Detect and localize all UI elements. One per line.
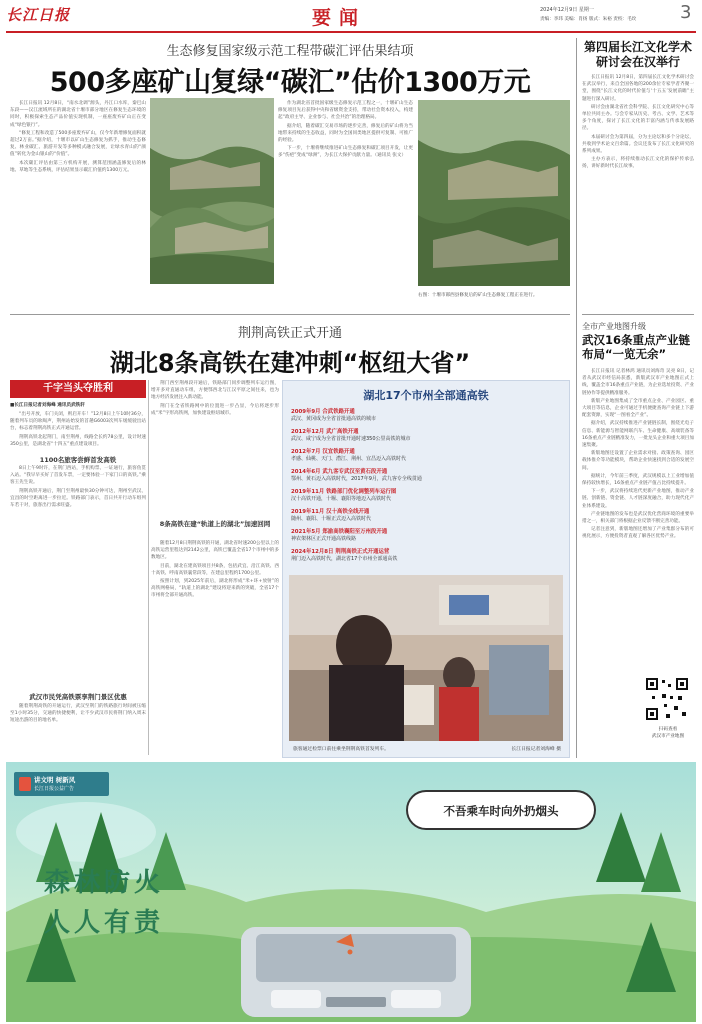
timeline-item: 2012年12月 武广高铁开通 武汉、咸宁成为全省首批开通时速350公里高铁的城市 bbox=[291, 429, 411, 442]
story2-tag-text: 千字当头夺胜利 bbox=[43, 383, 113, 394]
section-title: 要闻 bbox=[312, 7, 367, 29]
info-box-photo-credit: 长江日报记者刘海峰 摄 bbox=[511, 747, 561, 752]
qr-code-icon bbox=[644, 676, 690, 722]
mine-restoration-image bbox=[418, 100, 570, 286]
side2-kicker: 全市产业地图升级 bbox=[582, 322, 646, 331]
ad-slogan-2: 人人有责 bbox=[44, 908, 165, 938]
story1-photo-mine bbox=[418, 100, 570, 286]
info-box-photo bbox=[289, 575, 563, 741]
timeline-item: 2021年5月 郑渝高铁襄阳至万州段开通 神农架林区正式开通高铁线路 bbox=[291, 529, 388, 542]
ad-flag-icon bbox=[19, 777, 31, 791]
side-divider bbox=[582, 314, 694, 315]
sidebar-divider bbox=[576, 38, 577, 758]
story1-photo-caption: 右图：十堰市郧西县修复后的矿山生态修复工程正在进行。 bbox=[418, 293, 538, 298]
ad-bubble-text: 不吾乘车时向外扔烟头 bbox=[443, 804, 559, 818]
masthead-logo: 长江日报 bbox=[6, 6, 71, 24]
story2-subhead-c: 8条高铁在建“轨道上的湖北”加速回网 bbox=[159, 520, 271, 528]
story2-body-col2b: 随着12月8日荆荆高铁的开通，湖北省时速200公里以上的高铁运营里程达到2142公里，高铁已覆盖全省17个市州中的多数地区。 目前，湖北在建高铁项目共8条，包括武宜、沿江高铁、西十高铁、呼南高铁襄常段等，在建总里程约1700公里。 按照计划，到2025年前后，湖北将形成“米+环+放射”的高铁网格局，“轨道上的湖北”建设将迎来新的突破，全省17个市州将全部开通高铁。 bbox=[151, 541, 279, 599]
story2-tag bbox=[10, 380, 146, 398]
story2-body-col1: “出号开放，车门关闭，则启开车！”12月8日上午10时36分，随着列车员的吆喝声，荆州站始发的首趟G6003次列车缓缓驶出站台，标志着荆荆高铁正式开通运营。 荆荆高铁北起荆门，南至荆州，线路全长约78公里，设计时速350公里，是湖北省“十四五”重点建设项目。 bbox=[10, 412, 146, 447]
story2-kicker: 荆荆高铁正式开通 bbox=[237, 326, 342, 341]
page-number: 3 bbox=[680, 2, 692, 23]
side2-headline: 武汉16条重点产业链布局“一览无余” bbox=[582, 333, 691, 361]
ad-banner bbox=[6, 762, 696, 1022]
story2-subhead-a: 1100名旅客尝鲜首发高铁 bbox=[39, 456, 117, 464]
story-divider bbox=[10, 314, 570, 315]
story2-body-col2: 荆门西至荆州段开通后，铁路部门同步调整列车运行图，增开多对直通动车组，方便鄂西北与江汉平原之间往来，也为地方经济发展注入新动能。 荆门在全省铁路网中的位置进一步凸显，今后将逐步形成“米”字形高铁网，加快建设枢纽城市。 bbox=[151, 381, 279, 416]
story1-photo-quarry bbox=[150, 98, 274, 284]
masthead-rule bbox=[6, 31, 696, 33]
info-box-photo-caption: 旅客通过检票口前往乘坐荆荆高铁首发列车。 bbox=[293, 747, 389, 752]
story2-subhead-b: 武汉市民凭高铁票享荆门景区优惠 bbox=[29, 693, 127, 701]
story1-kicker: 生态修复国家级示范工程带碳汇评估果结项 bbox=[166, 44, 414, 59]
info-box-list bbox=[291, 407, 563, 567]
masthead bbox=[0, 0, 702, 34]
story1-headline: 500多座矿山复绿“碳汇”估价1300万元 bbox=[49, 67, 531, 98]
side1-headline: 第四届长江文化学术研讨会在汉举行 bbox=[583, 40, 692, 69]
story1-body-left: 长江日报讯 12月8日，“南水北调”源头，丹江口水库，秦巴山东段——汉江流域所在的湖北省十堰市部分地区在修复生态环境的同时，积极探索生态产品价值实现机制，一座座废弃矿山正在变成“绿色银行”。 “修复工程和改造了500多座废弃矿山，仅今年新增修复面积就超过2万亩。”据介绍，十堰市以矿山生态修复为抓手，推动生态修复、林业碳汇、旅游开发等多种模式融合发展，让绿水青山的“颜值”转化为金山银山的“价值”。 本次碳汇评估由第三方机构开展，测算范围涵盖修复后的林地、草地等生态系统，评估结果显示碳汇价值约1300万元。 bbox=[10, 101, 146, 173]
timeline-item: 2019年11月 汉十高铁全线开通 随州、襄阳、十堰正式迈入高铁时代 bbox=[291, 509, 372, 522]
masthead-editors: 责编：李玮 美编：肖扬 版式：朱裕 责校：毛玫 bbox=[540, 17, 637, 22]
timeline-item: 2012年7月 汉宜铁路开通 孝感、仙桃、天门、潜江、荆州、宜昌迈入高铁时代 bbox=[291, 449, 407, 462]
timeline-item: 2014年6月 武九客专武汉至黄石段开通 鄂州、黄石迈入高铁时代，2017年9月，武九客专全线贯通 bbox=[291, 469, 422, 482]
story2-headline: 湖北8条高铁在建冲刺“枢纽大省” bbox=[109, 349, 471, 377]
qr-caption-2: 武汉市产业地图 bbox=[651, 734, 685, 739]
ad-logo-badge bbox=[14, 772, 109, 796]
ad-logo-line1: 讲文明 树新风 bbox=[34, 776, 76, 784]
story2-byline: ■长江日报记者刘海峰 通讯员武铁轩 bbox=[10, 403, 85, 408]
qr-code[interactable] bbox=[644, 676, 690, 722]
story2-body-col1b: 8日上午9时许，在荆门西站，手机购票、一证通行，旅客鱼贯入站。“我早早买好了首发车票，一定要体验一下家门口的高铁。”乘客王先生说。 荆荆高铁开通后，荆门至荆州最快30分钟可达，荆州至武汉、宜昌的时空距离进一步拉近。铁路部门表示，首日共开行动车组列车若干对，旅客出行需求旺盛。 bbox=[10, 466, 146, 509]
quarry-image bbox=[150, 98, 274, 284]
story2-body-col1c: 随着荆荆高铁的开通运行，武汉至荆门的铁路旅行时间被压缩至1小时35分，交通的快捷便利，让不少武汉市民将荆门纳入周末短途出游的目的地名单。 bbox=[10, 704, 146, 724]
col-divider-1 bbox=[148, 380, 149, 755]
qr-caption-1: 扫码查看 bbox=[658, 727, 678, 732]
info-box bbox=[282, 380, 570, 758]
side2-body: 长江日报讯 记者林鸿 通讯员刘海奇 吴亮 8日，记者从武汉市经信局获悉，新版武汉市产业地图正式上线，覆盖全市16条重点产业链，为企业选址投资、产业链协作等提供精准服务。 新版产业地图集成了全市重点企业、产业园区、重大项目等信息，企业可通过手机便捷查询产业链上下游配套资源，实现“一图看全产业”。 据介绍，武汉持续推进产业链链长制，围绕光电子信息、新能源与智能网联汽车、生命健康、高端装备等16条重点产业链精准发力，一批龙头企业和重大项目加速集聚。 新版地图还设置了企业需求对接、政策查询、园区载体推介等功能模块，帮助企业快速找到合适的发展空间。 据统计，今年前三季度，武汉规模以上工业增加值保持较快增长，16条重点产业链产值占比持续提升。 下一步，武汉将持续迭代更新产业地图，推动产业链、创新链、资金链、人才链深度融合，助力现代化产业体系建设。 产业链地图的发布也是武汉优化营商环境的重要举措之一，相关部门将根据企业反馈不断完善功能。 记者注意到，新版地图还增加了产业集群分布的可视化展示，方便投资者直观了解各区优势产业。 bbox=[582, 369, 694, 540]
ad-logo-line2: 长江日报公益广告 bbox=[34, 786, 75, 792]
side1-body: 长江日报讯 12月8日，第四届长江文化学术研讨会在武汉举行，来自全国各地的200余位专家学者齐聚一堂，围绕“长江文化的时代价值与‘十五五’发展前瞻”主题进行深入研讨。 研讨会由湖北省社会科学院、长江文化研究中心等单位共同主办。与会专家从历史、考古、文学、艺术等多个角度，探讨了长江文化的丰富内涵与传承发展路径。 本届研讨会为第四届，分为主论坛和多个分论坛，共收到学术论文百余篇。会议还发布了长江文化研究的系列成果。 主办方表示，将持续推动长江文化的保护传承弘扬，讲好新时代长江故事。 bbox=[582, 75, 694, 170]
ad-speech-bubble bbox=[406, 790, 596, 830]
masthead-date: 2024年12月9日 星期一 bbox=[540, 7, 594, 13]
timeline-item: 2024年12月8日 荆荆高铁正式开通运营 荆门迈入高铁时代，湖北省17个市州全部通高铁 bbox=[291, 549, 398, 562]
timeline-item: 2009年9月 合武铁路开通 武汉、黄冈成为全省首批通高铁的城市 bbox=[291, 409, 377, 422]
timeline-item: 2019年11月 铁路部门优化调整列车运行图 汉十高铁开通，十堰、襄阳等地迈入高铁时代 bbox=[291, 489, 397, 502]
ad-slogan-1: 森林防火 bbox=[44, 868, 165, 898]
station-gate-image bbox=[289, 575, 563, 741]
info-box-title: 湖北17个市州全部通高铁 bbox=[363, 389, 489, 402]
story1-body-b-bound: 作为湖北省首批国家级生态修复示范工程之一，十堰矿山生态修复项目先后获得中央和省级资金支持，带动社会资本投入，构建起“政府主导、企业参与、社会共治”的治理格局。 据介绍，随着碳汇交易市场的逐步完善，修复后的矿山将为当地带来持续的生态收益，同时为全国同类地区提供可复制、可推广的经验。 下一步，十堰将继续推进矿山生态修复和碳汇项目开发，让更多“伤疤”变成“绿洲”，为长江大保护贡献力量。（通讯员 张文） bbox=[278, 101, 413, 159]
